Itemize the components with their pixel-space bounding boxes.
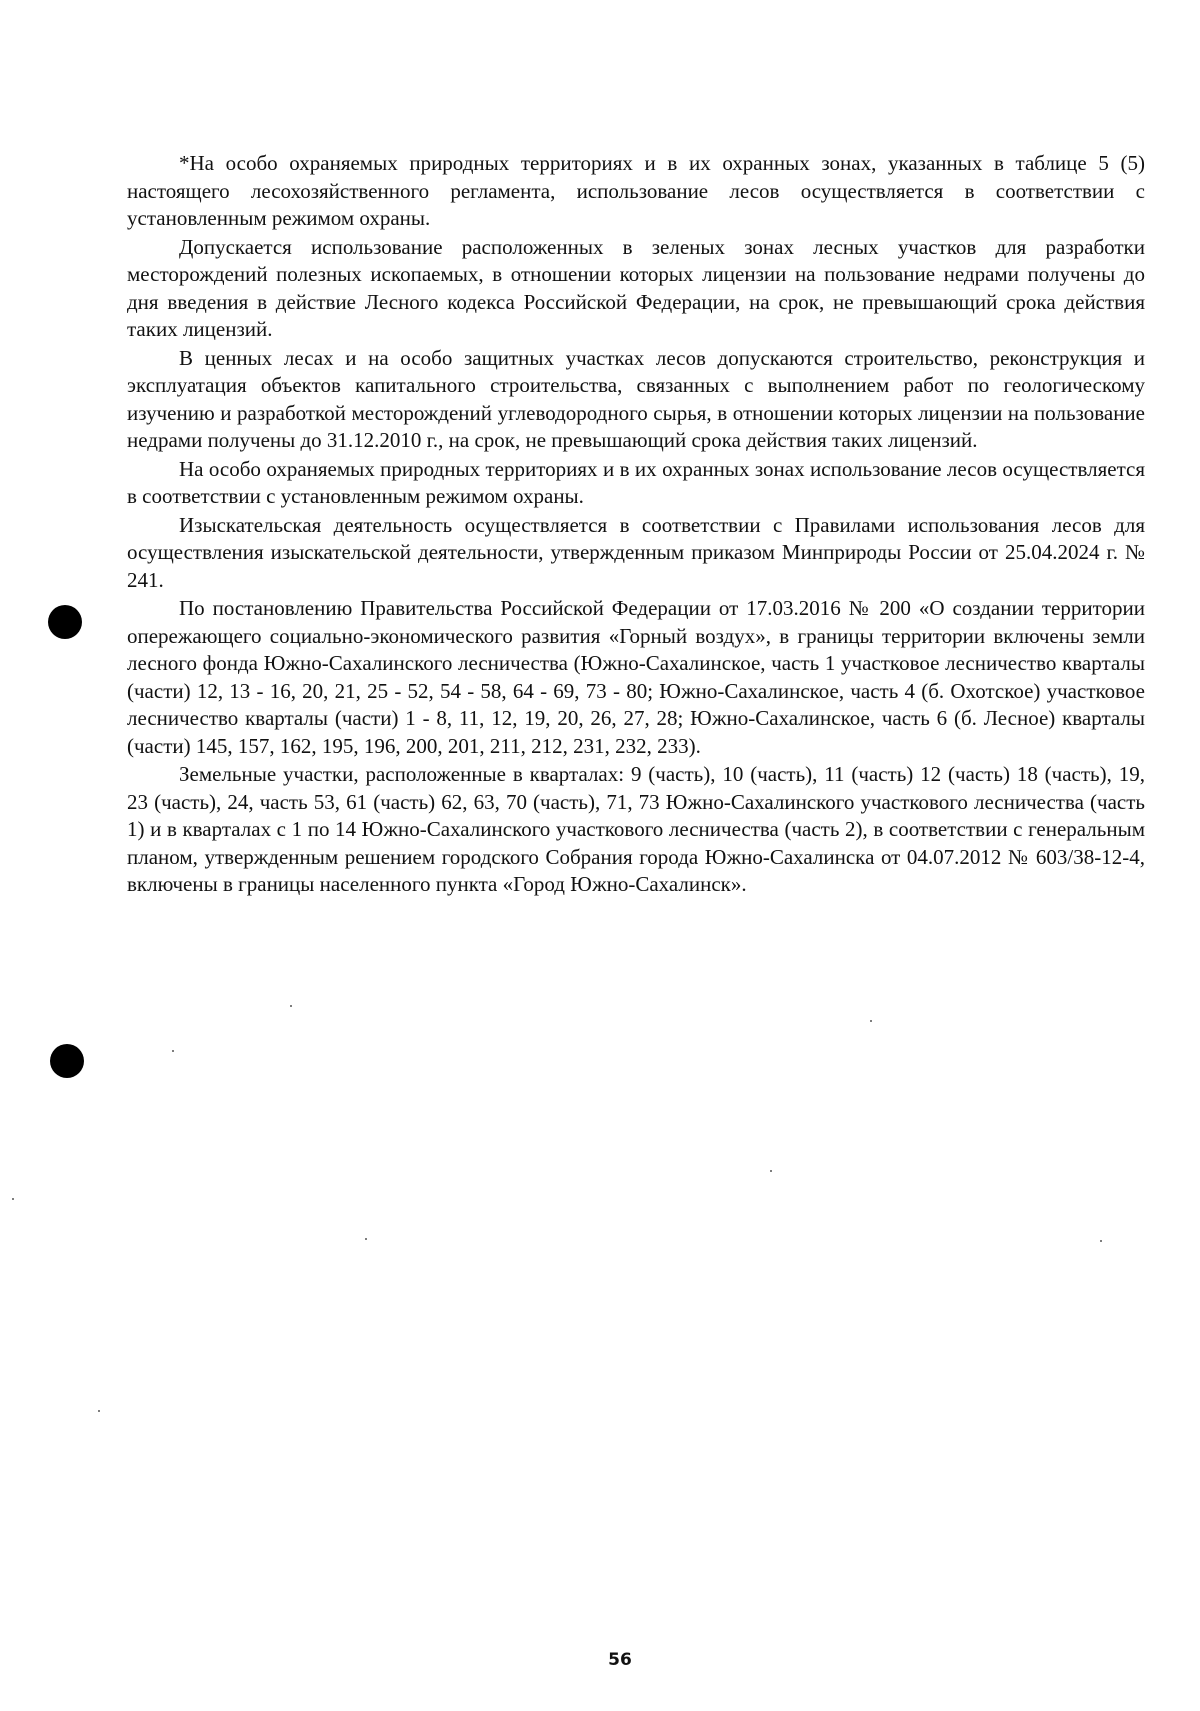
page-number: 56: [608, 1650, 632, 1670]
paragraph-valuable-forests: В ценных лесах и на особо защитных участках лесов допускаются строительство, реконструкция и эксплуатация объектов капитального строительства, связанных с выполнением работ по геологическому изучению и разработкой месторождений углеводородного сырья, в отношении которых лицензии на пользование недрами получены до 31.12.2010 г., на срок, не превышающий срока действия таких лицензий.: [127, 345, 1145, 452]
scan-speck: [98, 1410, 100, 1412]
scan-speck: [365, 1238, 367, 1240]
punch-hole-mark: [50, 1044, 84, 1078]
scan-speck: [770, 1170, 772, 1172]
paragraph-gorny-vozdukh: По постановлению Правительства Российской Федерации от 17.03.2016 № 200 «О создании территории опережающего социально-экономического развития «Горный воздух», в границы территории включены земли лесного фонда Южно-Сахалинского лесничества (Южно-Сахалинское, часть 1 участковое лесничество кварталы (части) 12, 13 - 16, 20, 21, 25 - 52, 54 - 58, 64 - 69, 73 - 80; Южно-Сахалинское, часть 4 (б. Охотское) участковое лесничество кварталы (части) 1 - 8, 11, 12, 19, 20, 26, 27, 28; Южно-Сахалинское, часть 6 (б. Лесное) кварталы (части) 145, 157, 162, 195, 196, 200, 201, 211, 212, 231, 232, 233).: [127, 596, 1145, 758]
scan-speck: [870, 1020, 872, 1022]
paragraph-green-zones-mining: Допускается использование расположенных в зеленых зонах лесных участков для разработки месторождений полезных ископаемых, в отношении которых лицензии на пользование недрами получены до дня введения в действие Лесного кодекса Российской Федерации, на срок, не превышающий срока действия таких лицензий.: [127, 234, 1145, 341]
scan-speck: [172, 1050, 174, 1052]
punch-hole-mark: [48, 605, 82, 639]
scan-speck: [1100, 1240, 1102, 1242]
paragraph-protected-territories: На особо охраняемых природных территориях и в их охранных зонах использование лесов осуществляется в соответствии с установленным режимом охраны.: [127, 456, 1145, 508]
scan-speck: [290, 1005, 292, 1007]
body-text: [127, 150, 1145, 900]
paragraph-protected-territories-note: *На особо охраняемых природных территориях и в их охранных зонах, указанных в таблице 5 (5) настоящего лесохозяйственного регламента, использование лесов осуществляется в соответствии с установленным режимом охраны.: [127, 151, 1145, 230]
scan-speck: [12, 1198, 14, 1200]
paragraph-land-plots: Земельные участки, расположенные в кварталах: 9 (часть), 10 (часть), 11 (часть) 12 (часть) 18 (часть), 19, 23 (часть), 24, часть 53, 61 (часть) 62, 63, 70 (часть), 71, 73 Южно-Сахалинского участкового лесничества (часть 1) и в кварталах с 1 по 14 Южно-Сахалинского участкового лесничества (часть 2), в соответствии с генеральным планом, утвержденным решением городского Собрания города Южно-Сахалинска от 04.07.2012 № 603/38-12-4, включены в границы населенного пункта «Город Южно-Сахалинск».: [127, 762, 1145, 896]
paragraph-survey-activity: Изыскательская деятельность осуществляется в соответствии с Правилами использования лесов для осуществления изыскательской деятельности, утвержденным приказом Минприроды России от 25.04.2024 г. № 241.: [127, 512, 1145, 592]
